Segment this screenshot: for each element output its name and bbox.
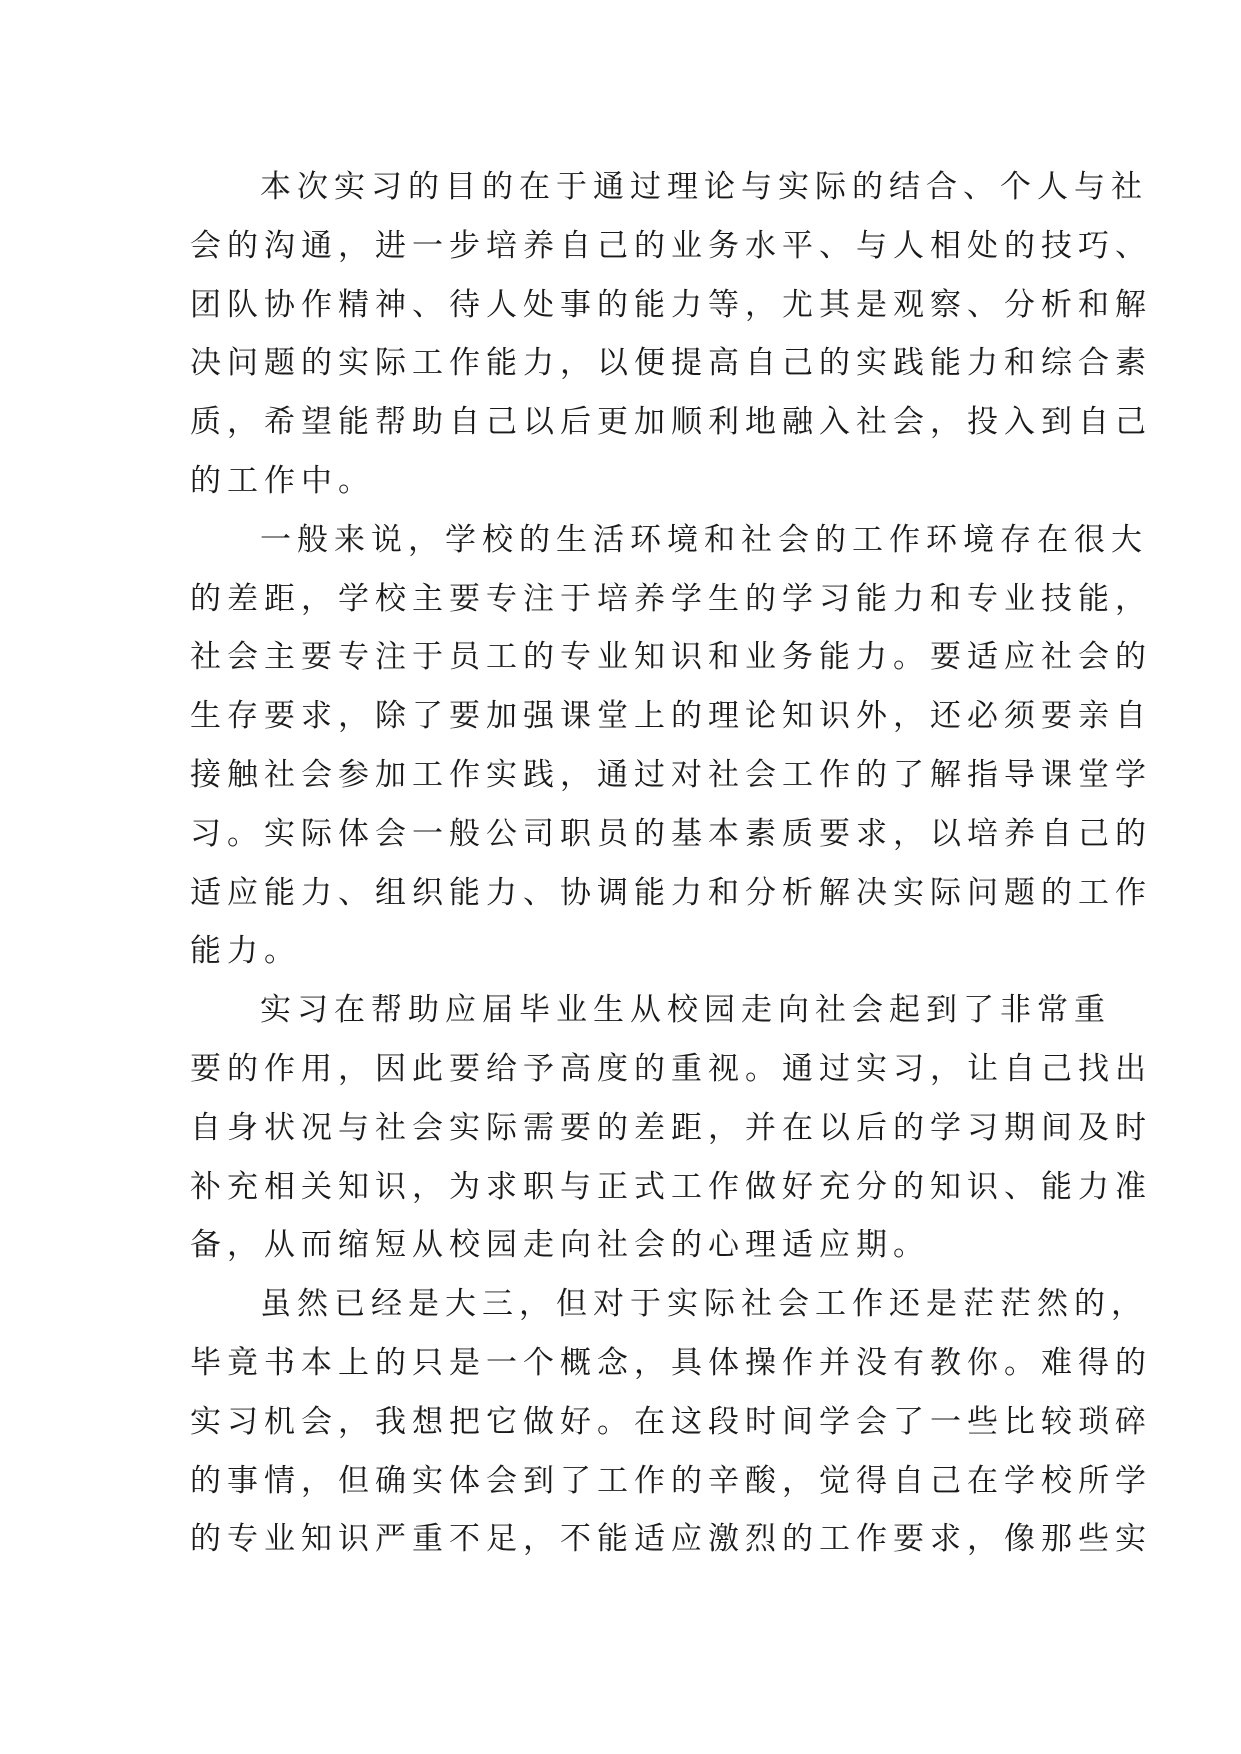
- paragraph-2-line-1: 一般来说，学校的生活环境和社会的工作环境存在很大: [260, 521, 1148, 558]
- paragraph-3-line-1: 实习在帮助应届毕业生从校园走向社会起到了非常重: [260, 992, 1111, 1029]
- body-text: [190, 158, 1152, 1569]
- paragraph-1-line-4: 决问题的实际工作能力，以便提高自己的实践能力和综合素: [190, 345, 1152, 382]
- paragraph-2-line-3: 社会主要专注于员工的专业知识和业务能力。要适应社会的: [190, 639, 1152, 676]
- paragraph-4-line-2: 毕竟书本上的只是一个概念，具体操作并没有教你。难得的: [190, 1344, 1152, 1381]
- paragraph-4-line-4: 的事情，但确实体会到了工作的辛酸，觉得自己在学校所学: [190, 1462, 1152, 1499]
- paragraph-3-line-3: 自身状况与社会实际需要的差距，并在以后的学习期间及时: [190, 1109, 1152, 1146]
- paragraph-2-line-7: 适应能力、组织能力、协调能力和分析解决实际问题的工作: [190, 874, 1152, 911]
- paragraph-3-line-2: 要的作用，因此要给予高度的重视。通过实习，让自己找出: [190, 1050, 1152, 1087]
- paragraph-2-line-4: 生存要求，除了要加强课堂上的理论知识外，还必须要亲自: [190, 698, 1152, 735]
- paragraph-1-line-3: 团队协作精神、待人处事的能力等，尤其是观察、分析和解: [190, 286, 1152, 323]
- paragraph-2-line-2: 的差距，学校主要专注于培养学生的学习能力和专业技能，: [190, 580, 1152, 617]
- paragraph-3-line-4: 补充相关知识，为求职与正式工作做好充分的知识、能力准: [190, 1168, 1152, 1205]
- paragraph-2-line-8: 能力。: [190, 933, 301, 970]
- paragraph-1-line-2: 会的沟通，进一步培养自己的业务水平、与人相处的技巧、: [190, 227, 1152, 264]
- paragraph-1-line-6: 的工作中。: [190, 462, 375, 499]
- paragraph-2-line-5: 接触社会参加工作实践，通过对社会工作的了解指导课堂学: [190, 756, 1152, 793]
- paragraph-4-line-1: 虽然已经是大三，但对于实际社会工作还是茫茫然的，: [260, 1286, 1148, 1323]
- paragraph-4-line-3: 实习机会，我想把它做好。在这段时间学会了一些比较琐碎: [190, 1403, 1152, 1440]
- paragraph-1-line-5: 质，希望能帮助自己以后更加顺利地融入社会，投入到自己: [190, 404, 1152, 441]
- paragraph-2-line-6: 习。实际体会一般公司职员的基本素质要求，以培养自己的: [190, 815, 1152, 852]
- paragraph-4-line-5: 的专业知识严重不足，不能适应激烈的工作要求，像那些实: [190, 1521, 1152, 1558]
- paragraph-1-line-1: 本次实习的目的在于通过理论与实际的结合、个人与社: [260, 169, 1148, 205]
- paragraph-3-line-5: 备，从而缩短从校园走向社会的心理适应期。: [190, 1227, 930, 1264]
